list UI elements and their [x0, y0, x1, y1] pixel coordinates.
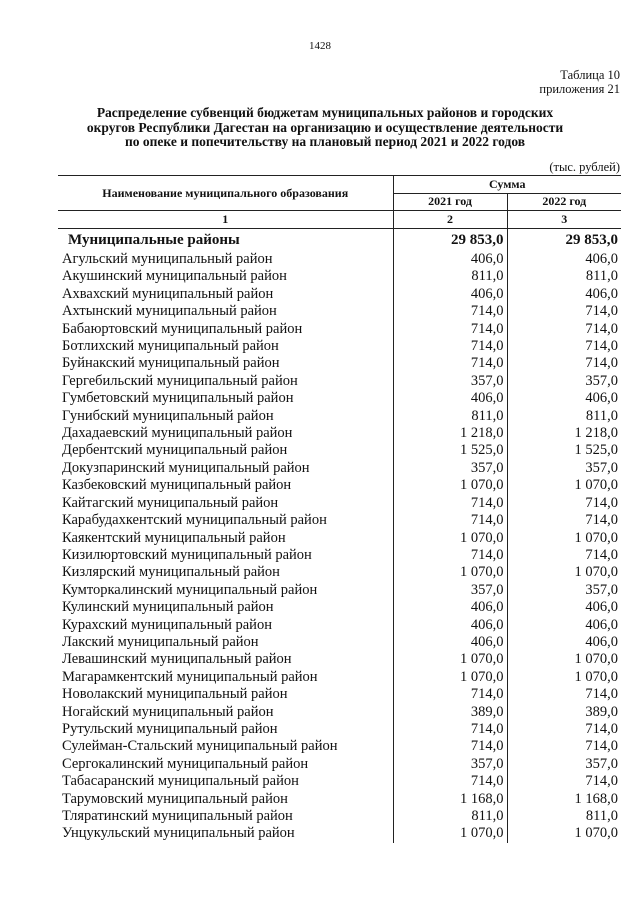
district-name: Сергокалинский муниципальный район: [62, 755, 309, 772]
table-row: [58, 617, 621, 634]
value-2021: 714,0: [393, 547, 507, 564]
value-2021: 1 070,0: [393, 477, 507, 494]
header-col-number: 2: [393, 211, 507, 229]
total-name: Муниципальные районы: [68, 232, 240, 248]
district-name: Тляратинский муниципальный район: [62, 808, 293, 824]
district-name: Акушинский муниципальный район: [62, 268, 287, 285]
value-2021: 406,0: [393, 286, 507, 303]
table-row: [58, 268, 621, 285]
value-2021: 406,0: [393, 634, 507, 651]
district-name: Дербентский муниципальный район: [62, 442, 288, 459]
table-row: [58, 791, 621, 808]
table-row: [58, 425, 621, 442]
value-2021: 406,0: [393, 251, 507, 268]
title-line: по опеке и попечительству на плановый период 2021 и 2022 годов: [124, 134, 526, 149]
value-2022: 1 070,0: [507, 564, 621, 581]
table-row: [58, 442, 621, 459]
value-2022: 406,0: [507, 251, 621, 268]
value-2022: 1 070,0: [507, 530, 621, 547]
district-name: Ахтынский муниципальный район: [62, 303, 277, 320]
value-2021: 357,0: [393, 460, 507, 477]
value-2021: 389,0: [393, 704, 507, 721]
value-2021: 714,0: [393, 512, 507, 529]
table-body: [58, 229, 621, 843]
district-name: Левашинский муниципальный район: [62, 651, 292, 668]
document-title: [60, 106, 590, 150]
value-2021: 811,0: [393, 808, 507, 825]
district-name: Рутульский муниципальный район: [62, 720, 278, 737]
value-2021: 1 070,0: [393, 669, 507, 686]
district-name: Докузпаринский муниципальный район: [62, 459, 310, 476]
district-name: Кумторкалинский муниципальный район: [62, 581, 318, 598]
value-2022: 714,0: [507, 321, 621, 338]
district-name: Ботлихский муниципальный район: [62, 338, 279, 355]
annex-reference: [539, 68, 620, 96]
value-2022: 406,0: [507, 286, 621, 303]
district-name: Ахвахский муниципальный район: [62, 285, 274, 302]
table-row: [58, 704, 621, 721]
district-name: Табасаранский муниципальный район: [62, 773, 299, 790]
value-2021: 714,0: [393, 303, 507, 320]
table-row: [58, 512, 621, 529]
value-2021: 811,0: [393, 408, 507, 425]
value-2021: 1 525,0: [393, 442, 507, 459]
header-year-2021: 2021 год: [393, 193, 507, 211]
district-name: Кайтагский муниципальный район: [62, 494, 279, 511]
value-2022: 714,0: [507, 303, 621, 320]
value-2021: 811,0: [393, 268, 507, 285]
value-2022: 1 525,0: [507, 442, 621, 459]
value-2021: 357,0: [393, 373, 507, 390]
table-row: [58, 338, 621, 355]
value-2022: 714,0: [507, 738, 621, 755]
table-row: [58, 756, 621, 773]
table-row: [58, 251, 621, 268]
value-2022: 714,0: [507, 721, 621, 738]
value-2022: 811,0: [507, 408, 621, 425]
value-2022: 1 168,0: [507, 791, 621, 808]
value-2022: 406,0: [507, 634, 621, 651]
table-row: [58, 738, 621, 755]
value-2022: 1 070,0: [507, 477, 621, 494]
value-2021: 714,0: [393, 738, 507, 755]
value-2022: 714,0: [507, 773, 621, 790]
value-2021: 1 168,0: [393, 791, 507, 808]
district-name: Магарамкентский муниципальный район: [62, 668, 318, 685]
table-row: [58, 547, 621, 564]
table-row: [58, 808, 621, 825]
value-2021: 714,0: [393, 773, 507, 790]
value-2021: 714,0: [393, 338, 507, 355]
value-2021: 714,0: [393, 495, 507, 512]
units-note: (тыс. рублей): [549, 160, 620, 174]
district-name: Лакский муниципальный район: [62, 633, 259, 650]
district-name: Кулинский муниципальный район: [62, 599, 274, 616]
value-2022: 406,0: [507, 390, 621, 407]
value-2022: 1 218,0: [507, 425, 621, 442]
value-2022: 714,0: [507, 338, 621, 355]
value-2021: 357,0: [393, 582, 507, 599]
value-2021: 406,0: [393, 599, 507, 616]
title-line: округов Республики Дагестан на организацию и осуществление деятельности: [86, 119, 564, 135]
header-col-number: 1: [58, 211, 393, 229]
value-2022: 1 070,0: [507, 651, 621, 668]
district-name: Каякентский муниципальный район: [62, 529, 286, 546]
annex-appendix-number: приложения 21: [539, 82, 620, 96]
table-row: [58, 408, 621, 425]
value-2021: 714,0: [393, 355, 507, 372]
table-row: [58, 477, 621, 494]
value-2022: 357,0: [507, 460, 621, 477]
header-sum: Сумма: [393, 176, 621, 194]
table-row: [58, 651, 621, 668]
table-row: [58, 495, 621, 512]
value-2021: 1 070,0: [393, 564, 507, 581]
value-2021: 1 070,0: [393, 530, 507, 547]
value-2021: 714,0: [393, 321, 507, 338]
district-name: Буйнакский муниципальный район: [62, 355, 280, 372]
page-number: 1428: [309, 40, 331, 52]
annex-table-number: Таблица 10: [560, 68, 620, 82]
table-row: [58, 599, 621, 616]
table-row: [58, 286, 621, 303]
value-2021: 357,0: [393, 756, 507, 773]
table-row: [58, 721, 621, 738]
table-row: [58, 669, 621, 686]
district-name: Агульский муниципальный район: [62, 251, 273, 267]
value-2022: 357,0: [507, 756, 621, 773]
district-name: Казбековский муниципальный район: [62, 477, 292, 494]
total-row: [58, 229, 621, 252]
district-name: Новолакский муниципальный район: [62, 686, 288, 703]
header-name: Наименование муниципального образования: [58, 176, 393, 211]
value-2022: 1 070,0: [507, 669, 621, 686]
value-2022: 406,0: [507, 599, 621, 616]
value-2022: 1 070,0: [507, 825, 621, 842]
table-row: [58, 564, 621, 581]
district-name: Унцукульский муниципальный район: [62, 825, 295, 842]
value-2022: 714,0: [507, 512, 621, 529]
table-row: [58, 303, 621, 320]
value-2021: 406,0: [393, 617, 507, 634]
district-name: Бабаюртовский муниципальный район: [62, 320, 303, 337]
district-name: Тарумовский муниципальный район: [62, 790, 288, 807]
value-2021: 714,0: [393, 721, 507, 738]
district-name: Гергебильский муниципальный район: [62, 372, 298, 389]
value-2022: 714,0: [507, 355, 621, 372]
district-name: Гунибский муниципальный район: [62, 407, 274, 424]
value-2022: 811,0: [507, 808, 621, 825]
table-row: [58, 390, 621, 407]
table-row: [58, 686, 621, 703]
district-name: Кизилюртовский муниципальный район: [62, 546, 312, 563]
table-row: [58, 582, 621, 599]
value-2022: 357,0: [507, 582, 621, 599]
value-2022: 406,0: [507, 617, 621, 634]
district-name: Карабудахкентский муниципальный район: [62, 512, 327, 529]
value-2022: 714,0: [507, 495, 621, 512]
table-row: [58, 355, 621, 372]
table-header: [58, 176, 621, 229]
table-row: [58, 373, 621, 390]
header-col-number: 3: [507, 211, 621, 229]
district-name: Гумбетовский муниципальный район: [62, 390, 294, 407]
total-value-2021: 29 853,0: [393, 229, 507, 252]
value-2021: 1 218,0: [393, 425, 507, 442]
value-2022: 714,0: [507, 547, 621, 564]
table-row: [58, 634, 621, 651]
table-row: [58, 530, 621, 547]
value-2022: 714,0: [507, 686, 621, 703]
district-name: Кизлярский муниципальный район: [62, 564, 280, 581]
value-2021: 406,0: [393, 390, 507, 407]
value-2022: 357,0: [507, 373, 621, 390]
table-row: [58, 321, 621, 338]
district-name: Курахский муниципальный район: [62, 616, 272, 633]
district-name: Ногайский муниципальный район: [62, 703, 274, 720]
total-value-2022: 29 853,0: [507, 229, 621, 252]
table-row: [58, 460, 621, 477]
table-row: [58, 825, 621, 842]
value-2021: 1 070,0: [393, 825, 507, 842]
district-name: Сулейман-Стальский муниципальный район: [62, 738, 338, 755]
value-2021: 1 070,0: [393, 651, 507, 668]
header-year-2022: 2022 год: [507, 193, 621, 211]
value-2022: 811,0: [507, 268, 621, 285]
table-row: [58, 773, 621, 790]
value-2021: 714,0: [393, 686, 507, 703]
title-line: Распределение субвенций бюджетам муниципальных районов и городских: [96, 105, 554, 120]
subventions-table: [58, 175, 621, 843]
value-2022: 389,0: [507, 704, 621, 721]
district-name: Дахадаевский муниципальный район: [62, 425, 293, 442]
